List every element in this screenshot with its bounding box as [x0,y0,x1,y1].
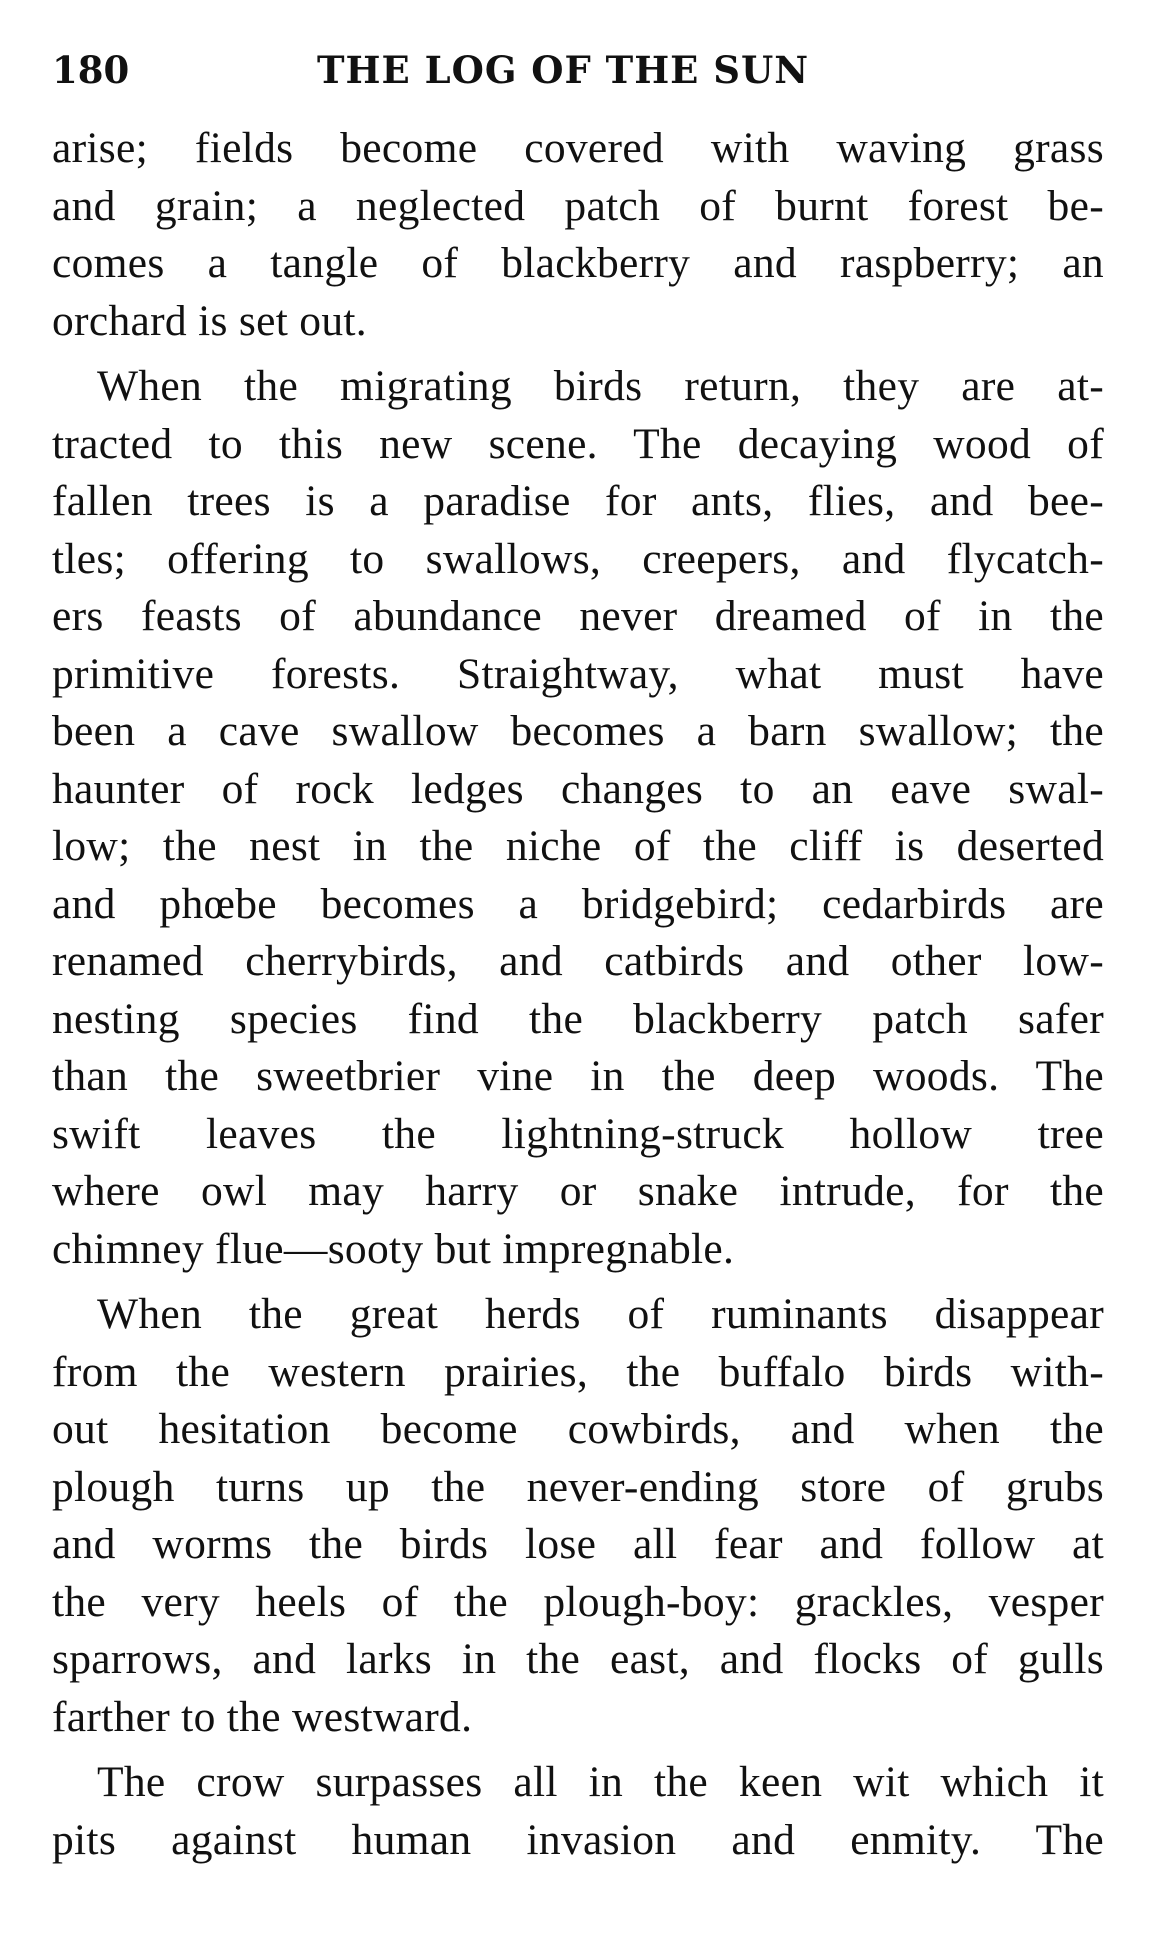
text-line: than the sweetbrier vine in the deep woods. The [52,1052,1104,1100]
text-line: low; the nest in the niche of the cliff is deserted [52,822,1104,870]
text-line: orchard is set out. [52,296,367,345]
text-line: arise; fields become covered with waving grass [52,124,1104,172]
running-head [52,44,1102,96]
text-line: When the migrating birds return, they are at- [97,362,1104,410]
text-line: sparrows, and larks in the east, and flocks of gulls [52,1635,1104,1683]
paragraph-1 [52,120,1104,350]
text-line: When the great herds of ruminants disappear [97,1290,1104,1338]
paragraph-2 [52,358,1104,1278]
text-line: plough turns up the never-ending store of grubs [52,1462,1104,1511]
text-line: and grain; a neglected patch of burnt forest be- [52,181,1104,230]
text-line: out hesitation become cowbirds, and when the [52,1405,1104,1453]
paragraph-3 [52,1286,1104,1746]
text-line: chimney flue—sooty but impregnable. [52,1224,735,1273]
text-line: ers feasts of abundance never dreamed of in the [52,592,1104,640]
text-line: renamed cherrybirds, and catbirds and other low- [52,937,1104,985]
paragraph-4 [52,1754,1104,1869]
running-title: THE LOG OF THE SUN [317,48,810,92]
text-line: and phœbe becomes a bridgebird; cedarbirds are [52,879,1104,928]
text-line: comes a tangle of blackberry and raspberry; an [52,239,1104,287]
text-line: tracted to this new scene. The decaying wood of [52,419,1104,468]
text-line: nesting species find the blackberry patch safer [52,994,1104,1043]
text-line: farther to the westward. [52,1692,473,1741]
text-line: from the western prairies, the buffalo birds with- [52,1347,1104,1396]
text-line: been a cave swallow becomes a barn swallow; the [52,707,1104,755]
text-line: haunter of rock ledges changes to an eave swal- [52,764,1104,813]
text-line: The crow surpasses all in the keen wit which it [97,1758,1104,1806]
body-text [52,120,1104,1877]
text-line: tles; offering to swallows, creepers, and flycatch- [52,534,1104,583]
text-line: swift leaves the lightning-struck hollow tree [52,1109,1104,1158]
text-line: fallen trees is a paradise for ants, flies, and bee- [52,477,1104,525]
text-line: the very heels of the plough-boy: grackles, vesper [52,1577,1104,1626]
text-line: primitive forests. Straightway, what must have [52,649,1104,698]
text-line: pits against human invasion and enmity. The [52,1815,1104,1864]
text-line: where owl may harry or snake intrude, for the [52,1167,1104,1215]
page-number: 180 [52,48,130,92]
text-line: and worms the birds lose all fear and follow at [52,1520,1104,1568]
